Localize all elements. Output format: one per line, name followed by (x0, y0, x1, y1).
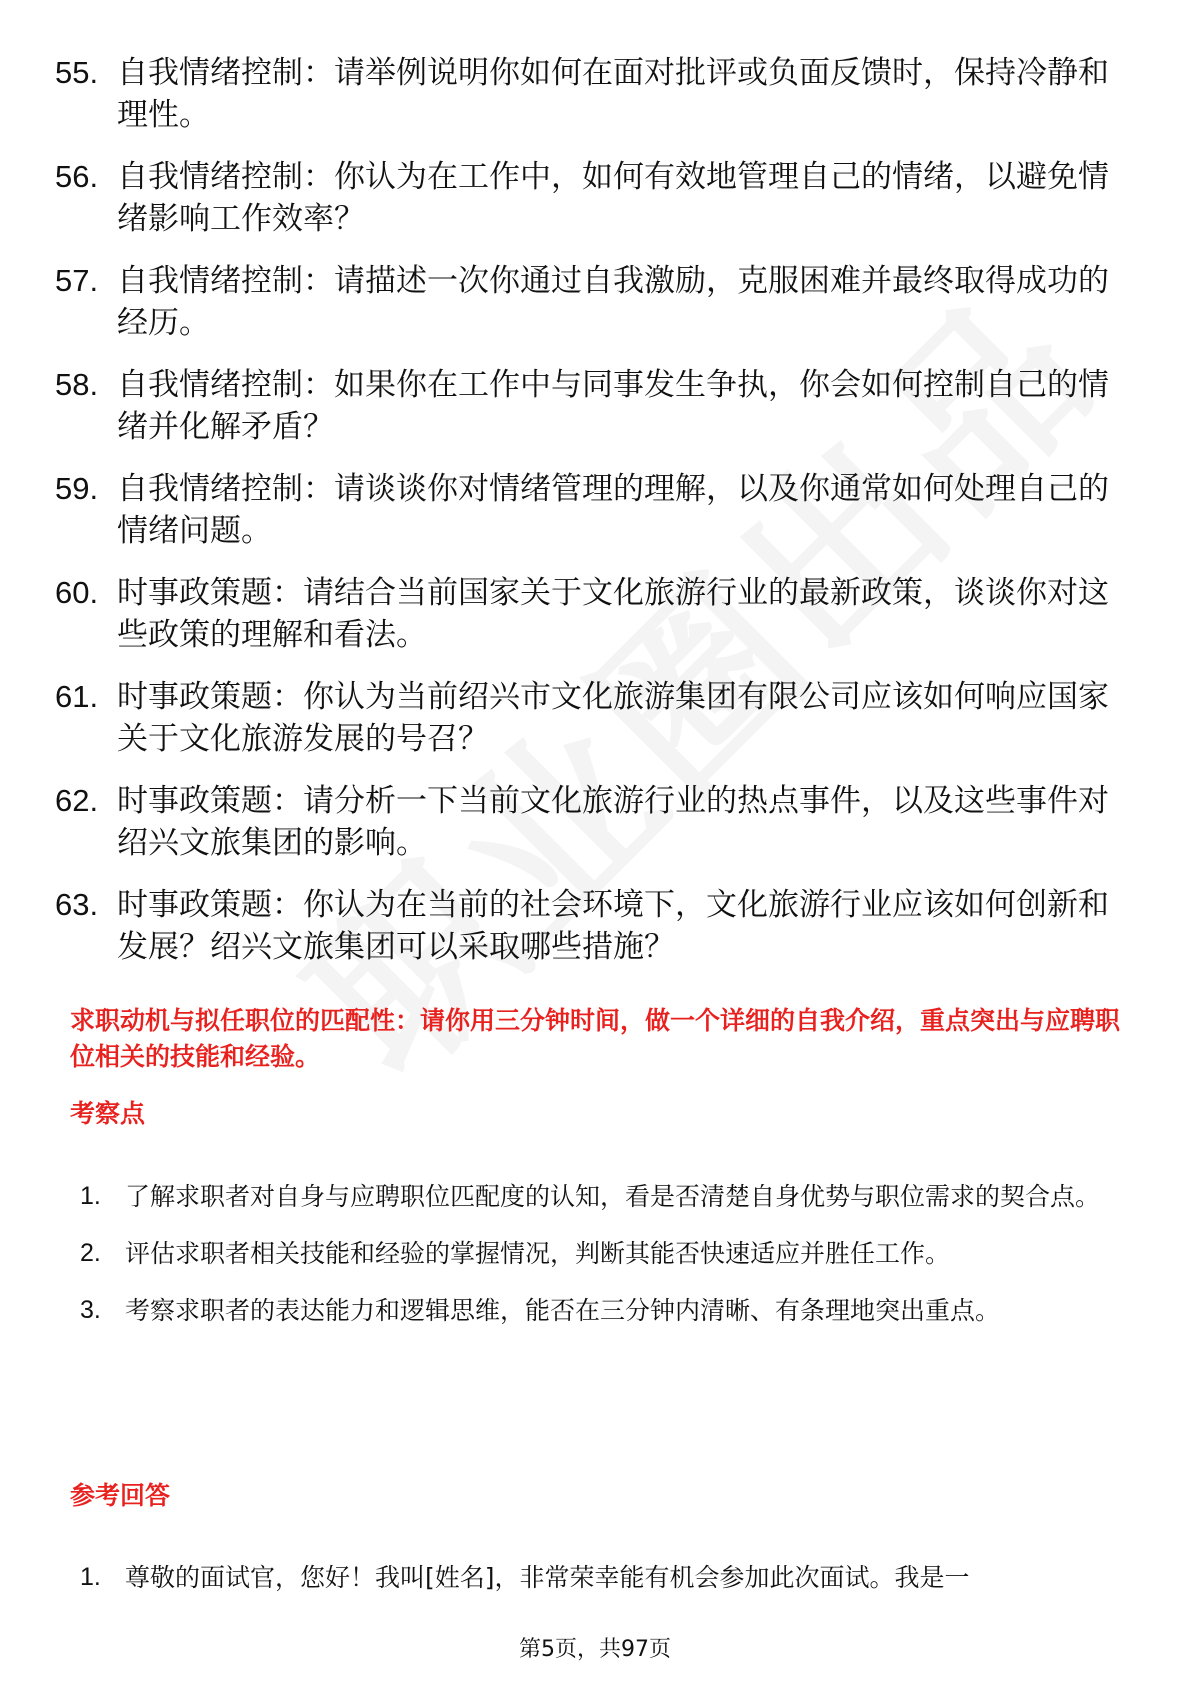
question-number: 58. (55, 367, 99, 402)
item-text: 评估求职者相关技能和经验的掌握情况，判断其能否快速适应并胜任工作。 (125, 1239, 951, 1268)
question-text: 时事政策题：你认为当前绍兴市文化旅游集团有限公司应该如何响应国家关于文化旅游发展的号召？ (117, 679, 1109, 757)
section-title-kaochadian: 考察点 (70, 1099, 146, 1128)
item-text: 尊敬的面试官，您好！我叫[姓名]，非常荣幸能有机会参加此次面试。我是一 (125, 1563, 970, 1592)
item-number: 1. (80, 1563, 101, 1591)
question-number: 62. (55, 783, 99, 818)
featured-question: 求职动机与拟任职位的匹配性：请你用三分钟时间，做一个详细的自我介绍，重点突出与应聘职位相关的技能和经验。 (70, 1006, 1121, 1071)
page-number-footer: 第5页，共97页 (519, 1637, 671, 1662)
list-item (55, 156, 1115, 240)
list-item (55, 780, 1115, 864)
question-text: 时事政策题：你认为在当前的社会环境下，文化旅游行业应该如何创新和发展？绍兴文旅集团可以采取哪些措施？ (117, 887, 1109, 965)
question-number: 57. (55, 263, 99, 298)
list-item (55, 260, 1115, 344)
item-text: 了解求职者对自身与应聘职位匹配度的认知，看是否清楚自身优势与职位需求的契合点。 (125, 1182, 1101, 1211)
list-item (55, 676, 1115, 760)
question-number: 55. (55, 55, 99, 90)
question-text: 时事政策题：请结合当前国家关于文化旅游行业的最新政策，谈谈你对这些政策的理解和看法。 (117, 575, 1109, 653)
question-text: 自我情绪控制：如果你在工作中与同事发生争执，你会如何控制自己的情绪并化解矛盾？ (117, 367, 1109, 445)
cankaohuida-list (80, 1549, 1120, 1606)
question-number: 60. (55, 575, 99, 610)
list-item (80, 1225, 1120, 1282)
question-number: 61. (55, 679, 99, 714)
question-number: 59. (55, 471, 99, 506)
list-item (55, 52, 1115, 136)
question-text: 自我情绪控制：你认为在工作中，如何有效地管理自己的情绪，以避免情绪影响工作效率？ (117, 159, 1109, 237)
list-item (55, 884, 1115, 968)
item-text: 考察求职者的表达能力和逻辑思维，能否在三分钟内清晰、有条理地突出重点。 (125, 1296, 1001, 1325)
question-number: 63. (55, 887, 99, 922)
question-list (55, 52, 1115, 988)
kaochadian-list (80, 1168, 1120, 1339)
list-item (80, 1168, 1120, 1225)
question-text: 自我情绪控制：请描述一次你通过自我激励，克服困难并最终取得成功的经历。 (117, 263, 1109, 341)
list-item (80, 1282, 1120, 1339)
list-item (80, 1549, 1120, 1606)
question-number: 56. (55, 159, 99, 194)
list-item (55, 468, 1115, 552)
item-number: 1. (80, 1182, 101, 1210)
list-item (55, 364, 1115, 448)
question-text: 自我情绪控制：请举例说明你如何在面对批评或负面反馈时，保持冷静和理性。 (117, 55, 1109, 133)
question-text: 时事政策题：请分析一下当前文化旅游行业的热点事件，以及这些事件对绍兴文旅集团的影响。 (117, 783, 1109, 861)
item-number: 3. (80, 1296, 101, 1324)
question-text: 自我情绪控制：请谈谈你对情绪管理的理解，以及你通常如何处理自己的情绪问题。 (117, 471, 1109, 549)
list-item (55, 572, 1115, 656)
section-title-cankaohuida: 参考回答 (70, 1481, 171, 1510)
item-number: 2. (80, 1239, 101, 1267)
